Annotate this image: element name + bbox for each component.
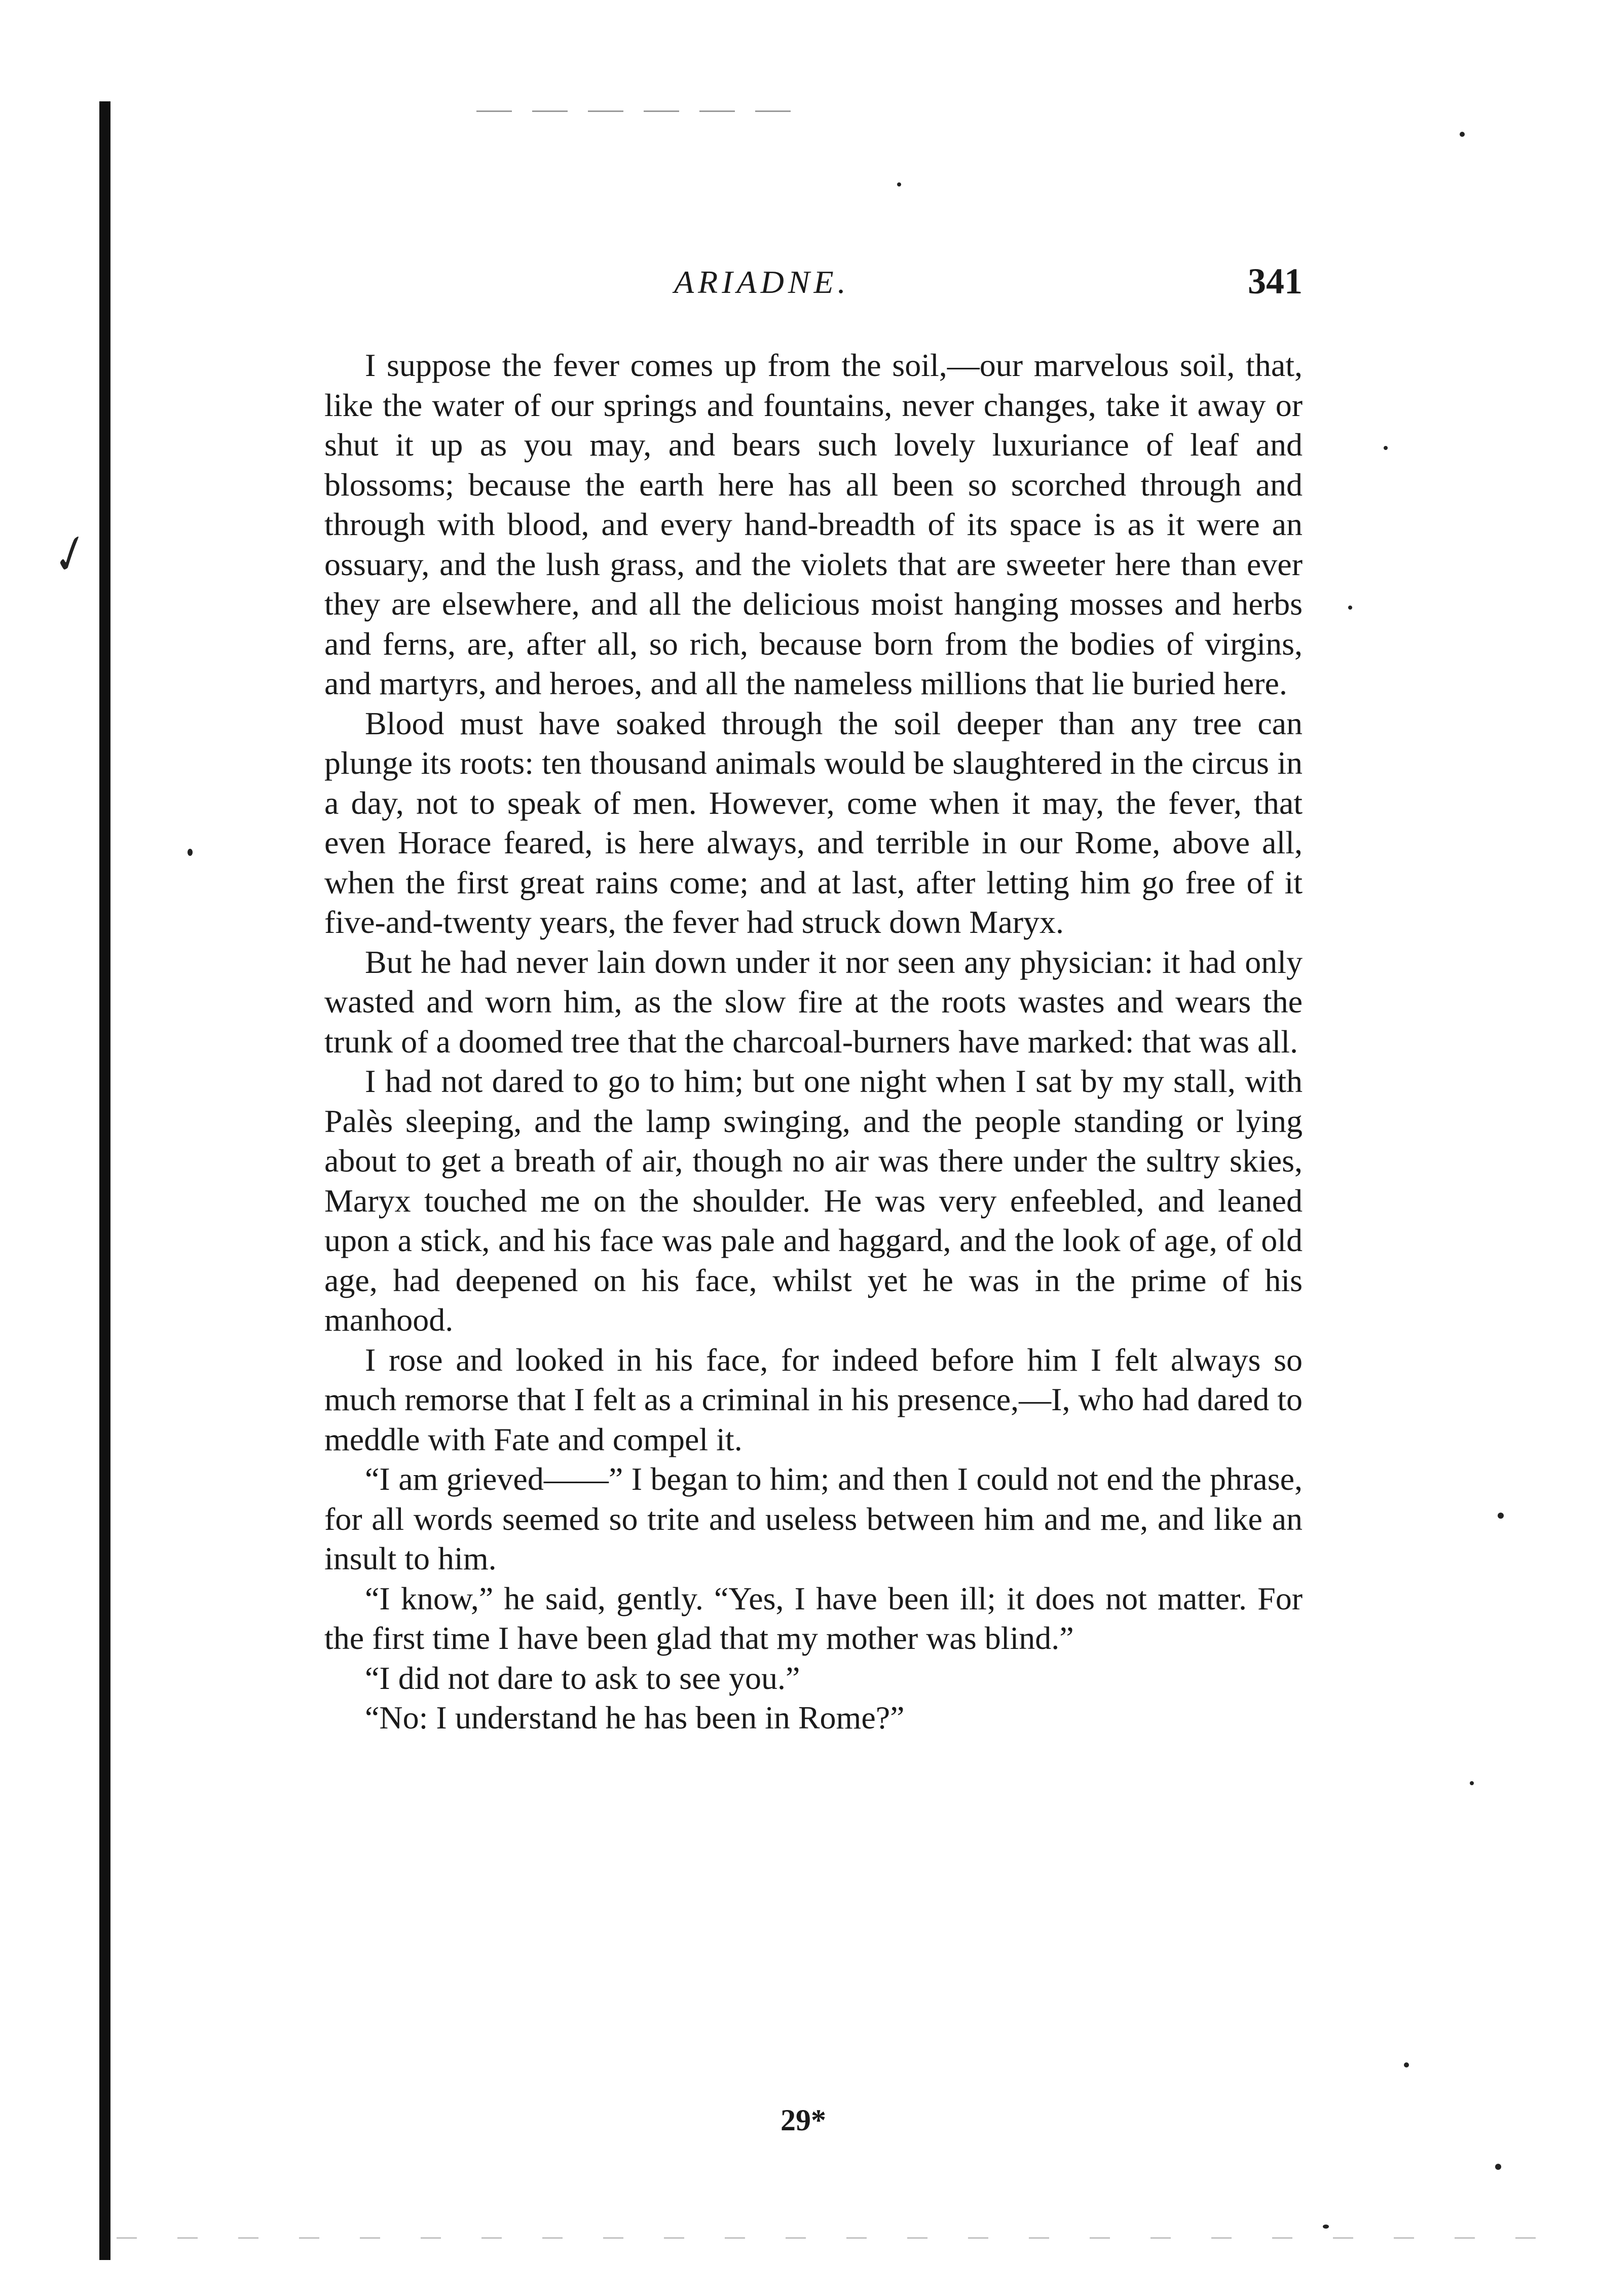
speck xyxy=(1460,132,1465,137)
page-number: 341 xyxy=(1248,261,1303,302)
speck xyxy=(1404,2062,1409,2067)
speck xyxy=(897,182,901,186)
scan-artifact-top xyxy=(476,110,791,112)
paragraph: I suppose the fever comes up from the soil,—our marvelous soil, that, like the water of our springs and fountains, never changes, take it away or shut it up as you may, and bears such lovely luxuriance of leaf and blossoms; because the earth here has all been so scorched through and through with blood, and every hand-breadth of its space is as it were an ossuary, and the lush grass, and the violets that are sweeter here than ever they are elsewhere, and all the delicious moist hanging mosses and herbs and ferns, are, after all, so rich, because born from the bodies of virgins, and martyrs, and heroes, and all the nameless millions that lie buried here. xyxy=(324,347,1303,701)
paragraph: “I know,” he said, gently. “Yes, I have been ill; it does not matter. For the first time I have been glad that my mother was blind.” xyxy=(324,1580,1303,1656)
binding-edge xyxy=(99,101,110,2260)
paragraph: I had not dared to go to him; but one night when I sat by my stall, with Palès sleeping, and the lamp swinging, and the people standing or lying about to get a breath of air, though no air was there under the sultry skies, Maryx touched me on the shoulder. He was very enfeebled, and leaned upon a stick, and his face was pale and haggard, and the look of age, of old age, had deepened on his face, whilst yet he was in the prime of his manhood. xyxy=(324,1063,1303,1338)
speck xyxy=(1384,446,1388,450)
paragraph: Blood must have soaked through the soil deeper than any tree can plunge its roots: ten thousand animals would be slaughtered in the circus in a day, not to speak of men. However, come when it may, the fever, that even Horace feared, is here always, and terrible in our Rome, above all, when the first great rains come; and at last, after letting him go free of it five-and-twenty years, the fever had struck down Maryx. xyxy=(324,705,1303,940)
page-title: ARIADNE. xyxy=(674,264,850,300)
running-head xyxy=(324,261,1303,309)
speck xyxy=(188,849,193,856)
speck xyxy=(1348,606,1352,610)
margin-pencil-mark: ✓ xyxy=(40,525,96,588)
paragraph: “I did not dare to ask to see you.” xyxy=(365,1660,800,1696)
paragraph: I rose and looked in his face, for indeed before him I felt always so much remorse that I felt as a criminal in his presence,—I, who had dared to meddle with Fate and compel it. xyxy=(324,1341,1303,1457)
paragraph: “No: I understand he has been in Rome?” xyxy=(365,1700,905,1736)
speck xyxy=(1470,1781,1474,1785)
body-text xyxy=(324,346,1303,1738)
paragraph: “I am grieved——” I began to him; and then I could not end the phrase, for all words seemed so trite and useless between him and me, and like an insult to him. xyxy=(324,1461,1303,1576)
signature-mark: 29* xyxy=(781,2103,826,2137)
speck xyxy=(1323,2225,1329,2229)
paragraph: But he had never lain down under it nor seen any physician: it had only wasted and worn him, as the slow fire at the roots wastes and wears the trunk of a doomed tree that the charcoal-burners have marked: that was all. xyxy=(324,944,1303,1060)
scan-artifact-bottom xyxy=(117,2237,1536,2239)
speck xyxy=(1498,1513,1504,1519)
speck xyxy=(1495,2164,1501,2170)
